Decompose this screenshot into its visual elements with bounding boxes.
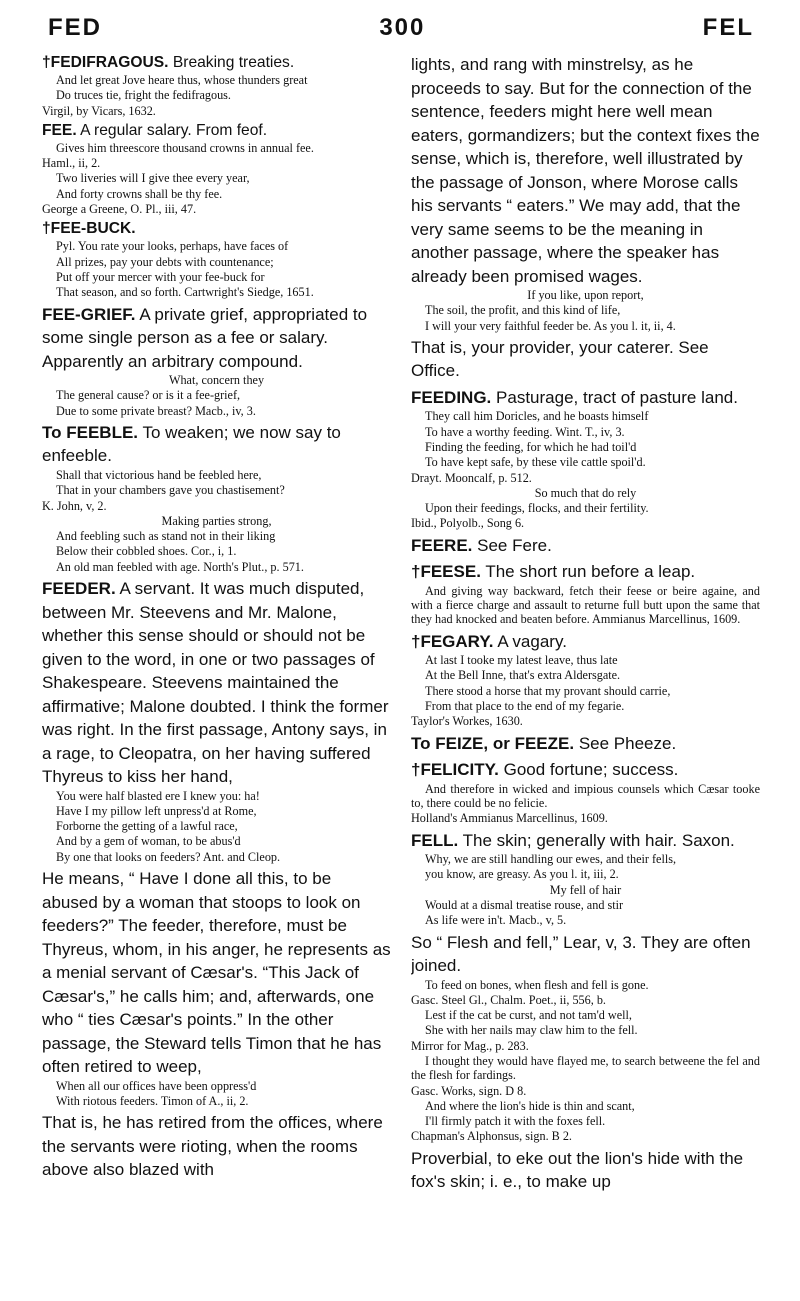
dictionary-entry (411, 560, 760, 584)
entry-definition: Good fortune; success. (503, 760, 679, 780)
quotation (411, 1054, 760, 1083)
quotation (42, 499, 391, 513)
entry-headword: †FELICITY. (411, 760, 499, 780)
prose-quotation: And giving way backward, fetch their feese or beire againe, and with a fierce charge and assault to returne full butt upon the same that they had knocked and beaten before. Ammianus Marcellinus, 1609. (411, 583, 760, 627)
quotation-line: When all our offices have been oppress'd (56, 1078, 257, 1093)
quotation-line: Due to some private breast? Macb., iv, 3. (56, 403, 256, 418)
quotation (42, 255, 391, 269)
dictionary-entry (411, 732, 760, 756)
quotation-line: They call him Doricles, and he boasts himself (425, 409, 649, 424)
quotation (411, 516, 760, 530)
quotation (411, 978, 760, 992)
quotation-line: As life were in't. Macb., v, 5. (425, 913, 567, 928)
quotation-line: And where the lion's hide is thin and scant, (425, 1098, 635, 1113)
quotation (42, 73, 391, 87)
entry-definition: See Pheeze. (578, 733, 677, 753)
citation-source: Gasc. Works, sign. D 8. (411, 1083, 527, 1098)
entry-headword: FEE. (42, 121, 77, 139)
prose-quotation: I thought they would have flayed me, to search betweene the fel and the flesh for fardings. (411, 1054, 760, 1083)
entry-headword: FEE-GRIEF. (42, 304, 136, 324)
dictionary-entry (411, 630, 760, 654)
quotation (411, 440, 760, 454)
quotation-line: Lest if the cat be curst, and not tam'd well, (425, 1008, 632, 1023)
quotation (42, 850, 391, 864)
quotation-line: And feebling such as stand not in their liking (56, 529, 276, 544)
quotation (411, 1008, 760, 1022)
entry-definition: A vagary. (497, 631, 567, 651)
entry-definition: To weaken; we now say to enfeeble. (42, 422, 341, 466)
quotation-line: At the Bell Inne, that's extra Aldersgate. (425, 668, 621, 683)
quotation-line: I'll firmly patch it with the foxes fell. (425, 1114, 606, 1129)
entry-headword: To FEIZE, or FEEZE. (411, 733, 575, 753)
entry-headword: FEEDING. (411, 387, 492, 407)
citation-source: George a Greene, O. Pl., iii, 47. (42, 202, 197, 217)
quotation (42, 187, 391, 201)
quotation (42, 171, 391, 185)
quotation-line: All prizes, pay your debts with countenance; (56, 254, 274, 269)
entry-headword: FELL. (411, 830, 459, 850)
quotation (411, 714, 760, 728)
quotation (411, 1129, 760, 1143)
quotation (42, 834, 391, 848)
quotation (42, 141, 391, 155)
quotation-line: Shall that victorious hand be feebled here, (56, 467, 262, 482)
quotation (411, 501, 760, 515)
entry-definition: A servant. It was much disputed, between Mr. Steevens and Mr. Malone, whether this sense should or should not be given to the word, in one or two passages of Shakespeare. Steevens maintained the affirmative; Malone doubted. I think the former was right. In the first passage, Antony says, in a rage, to Cleopatra, on her having suffered Thyreus to kiss her hand, (42, 579, 389, 787)
quotation-line: There stood a horse that my provant should carrie, (425, 683, 671, 698)
quotation-line: And forty crowns shall be thy fee. (56, 186, 223, 201)
dictionary-entry (42, 577, 391, 789)
dictionary-entry (42, 303, 391, 374)
quotation (42, 819, 391, 833)
quotation-line: If you like, upon report, (527, 288, 644, 302)
quotation (42, 270, 391, 284)
citation-source: Holland's Ammianus Marcellinus, 1609. (411, 811, 608, 826)
quotation (411, 852, 760, 866)
quotation (411, 471, 760, 485)
quotation-line: At last I tooke my latest leave, thus late (425, 653, 618, 668)
quotation-line: Have I my pillow left unpress'd at Rome, (56, 803, 257, 818)
quotation-line: From that place to the end of my fegarie. (425, 699, 625, 714)
quotation (411, 668, 760, 682)
citation-source: Ibid., Polyolb., Song 6. (411, 516, 525, 531)
quotation-line: Gives him threescore thousand crowns in annual fee. (56, 140, 314, 155)
entry-definition: Pasturage, tract of pasture land. (496, 387, 738, 407)
quotation (411, 409, 760, 423)
citation-source: Haml., ii, 2. (42, 156, 101, 171)
quotation (42, 404, 391, 418)
entry-definition: Breaking treaties. (172, 54, 295, 71)
quotation (411, 653, 760, 667)
quotation (411, 1023, 760, 1037)
left-column (42, 50, 391, 1194)
quotation-line: I will your very faithful feeder be. As you l. it, ii, 4. (425, 318, 676, 333)
quotation (42, 544, 391, 558)
entry-headword: †FEESE. (411, 562, 481, 582)
quotation-line: To feed on bones, when flesh and fell is gone. (425, 977, 649, 992)
quotation (42, 1079, 391, 1093)
commentary-paragraph: So “ Flesh and fell,” Lear, v, 3. They are often joined. (411, 932, 751, 976)
quotation (411, 867, 760, 881)
quotation (411, 455, 760, 469)
page-number: 300 (379, 14, 426, 41)
quotation (411, 319, 760, 333)
quotation (411, 811, 760, 825)
quotation-line: Below their cobbled shoes. Cor., i, 1. (56, 544, 237, 559)
quotation (411, 699, 760, 713)
quotation (42, 285, 391, 299)
commentary-paragraph: He means, “ Have I done all this, to be abused by a woman that stoops to look on feeders?” The feeder, therefore, must be Thyreus, whom, in his anger, he represents as a menial servant of Cæsar's. “This Jack of Cæsar's,” he calls him; and, afterwards, one who “ ties Cæsar's points.” In the other passage, the Steward tells Timon that he has often retired to weep, (42, 869, 391, 1077)
quotation (42, 483, 391, 497)
entry-definition: The short run before a leap. (485, 562, 696, 582)
running-header (42, 14, 760, 46)
entry-headword: †FEGARY. (411, 631, 494, 651)
quotation-line: Pyl. You rate your looks, perhaps, have faces of (56, 239, 289, 254)
quotation-line: Why, we are still handling our ewes, and their fells, (425, 852, 677, 867)
right-column (411, 50, 760, 1194)
citation-source: Taylor's Workes, 1630. (411, 714, 523, 729)
header-left-guide-word: FED (48, 14, 102, 41)
quotation (42, 202, 391, 216)
quotation (42, 388, 391, 402)
dictionary-entry (42, 219, 391, 239)
quotation (411, 1099, 760, 1113)
quotation (411, 883, 760, 897)
text-columns (42, 50, 760, 1194)
commentary-paragraph: That is, he has retired from the offices, where the servants were rioting, when the rooms above also blazed with (42, 1113, 383, 1180)
quotation (42, 789, 391, 803)
quotation-line: And let great Jove heare thus, whose thunders great (56, 73, 308, 87)
quotation (42, 104, 391, 118)
header-right-guide-word: FEL (702, 14, 754, 41)
quotation-line: That season, and so forth. Cartwright's Siedge, 1651. (56, 285, 314, 300)
quotation (42, 560, 391, 574)
entry-headword: †FEE-BUCK. (42, 220, 136, 238)
quotation-line: Put off your mercer with your fee-buck for (56, 269, 265, 284)
dictionary-entry (42, 53, 391, 73)
dictionary-entry (411, 829, 760, 853)
quotation-line: Do truces tie, fright the fedifragous. (56, 88, 231, 103)
citation-source: K. John, v, 2. (42, 498, 107, 513)
dictionary-entry (42, 421, 391, 468)
quotation-line: Two liveries will I give thee every year, (56, 171, 250, 186)
citation-source: Drayt. Mooncalf, p. 512. (411, 470, 532, 485)
citation-source: Mirror for Mag., p. 283. (411, 1038, 529, 1053)
quotation (42, 373, 391, 387)
quotation (42, 514, 391, 528)
quotation (42, 1094, 391, 1108)
quotation-line: By one that looks on feeders? Ant. and Cleop. (56, 849, 281, 864)
quotation (411, 684, 760, 698)
entry-definition: A regular salary. From feof. (80, 121, 268, 139)
quotation-line: you know, are greasy. As you l. it, iii, 2. (425, 867, 619, 882)
quotation-line: An old man feebled with age. North's Plut., p. 571. (56, 559, 304, 574)
quotation-line: You were half blasted ere I knew you: ha! (56, 788, 260, 803)
quotation-line: She with her nails may claw him to the fell. (425, 1023, 638, 1038)
quotation-line: To have a worthy feeding. Wint. T., iv, 3. (425, 424, 625, 439)
entry-definition: The skin; generally with hair. Saxon. (462, 830, 735, 850)
dictionary-entry (411, 758, 760, 782)
quotation (411, 1039, 760, 1053)
quotation-line: The soil, the profit, and this kind of life, (425, 303, 621, 318)
quotation (411, 782, 760, 811)
quotation (42, 804, 391, 818)
dictionary-entry (42, 121, 391, 141)
quotation-line: And by a gem of woman, to be abus'd (56, 834, 241, 849)
quotation-line: That in your chambers gave you chastisement? (56, 483, 285, 498)
quotation (42, 156, 391, 170)
quotation-line: So much that do rely (534, 485, 637, 500)
quotation-line: Finding the feeding, for which he had toil'd (425, 439, 637, 454)
quotation-line: To have kept safe, by these vile cattle spoil'd. (425, 455, 646, 470)
quotation-line: What, concern they (168, 373, 265, 388)
commentary-paragraph: That is, your provider, your caterer. See Office. (411, 337, 709, 381)
citation-source: Chapman's Alphonsus, sign. B 2. (411, 1129, 572, 1144)
citation-source: Virgil, by Vicars, 1632. (42, 103, 156, 118)
quotation (42, 529, 391, 543)
quotation (42, 239, 391, 253)
quotation (411, 1084, 760, 1098)
entry-headword: FEERE. (411, 535, 473, 555)
quotation-line: Upon their feedings, flocks, and their fertility. (425, 501, 649, 516)
quotation (411, 303, 760, 317)
quotation-line: Making parties strong, (161, 513, 272, 528)
quotation (411, 898, 760, 912)
entry-headword: To FEEBLE. (42, 422, 139, 442)
prose-quotation: And therefore in wicked and impious counsels which Cæsar tooke to, there could be no felicie. (411, 781, 760, 810)
entry-definition: A private grief, appropriated to some single person as a fee or salary. Apparently an arbitrary compound. (42, 304, 368, 371)
citation-source: Gasc. Steel Gl., Chalm. Poet., ii, 556, b. (411, 992, 606, 1007)
commentary-paragraph: Proverbial, to eke out the lion's hide with the fox's skin; i. e., to make up (411, 1148, 744, 1192)
quotation-line: The general cause? or is it a fee-grief, (56, 388, 241, 403)
quotation (42, 468, 391, 482)
quotation (42, 88, 391, 102)
quotation-line: Forborne the getting of a lawful race, (56, 819, 238, 834)
dictionary-entry (411, 534, 760, 558)
quotation-line: Would at a dismal treatise rouse, and stir (425, 897, 624, 912)
entry-headword: FEEDER. (42, 579, 116, 599)
quotation-line: My fell of hair (549, 882, 622, 897)
quotation (411, 1114, 760, 1128)
dictionary-entry (411, 386, 760, 410)
entry-definition: See Fere. (477, 535, 552, 555)
quotation (411, 993, 760, 1007)
commentary-paragraph: lights, and rang with minstrelsy, as he proceeds to say. But for the connection of the sentence, feeders might here well mean eaters, gormandizers; but the context fixes the sense, which is, therefore, well illustrated by the passage of Jonson, where Morose calls his servants “ eaters.” We may add, that the very same seems to be the meaning in another passage, where the speaker has already been promised wages. (411, 55, 760, 286)
quotation (411, 584, 760, 627)
quotation (411, 425, 760, 439)
quotation (411, 486, 760, 500)
entry-headword: †FEDIFRAGOUS. (42, 54, 169, 71)
quotation (411, 913, 760, 927)
quotation (411, 288, 760, 302)
quotation-line: With riotous feeders. Timon of A., ii, 2. (56, 1093, 249, 1108)
